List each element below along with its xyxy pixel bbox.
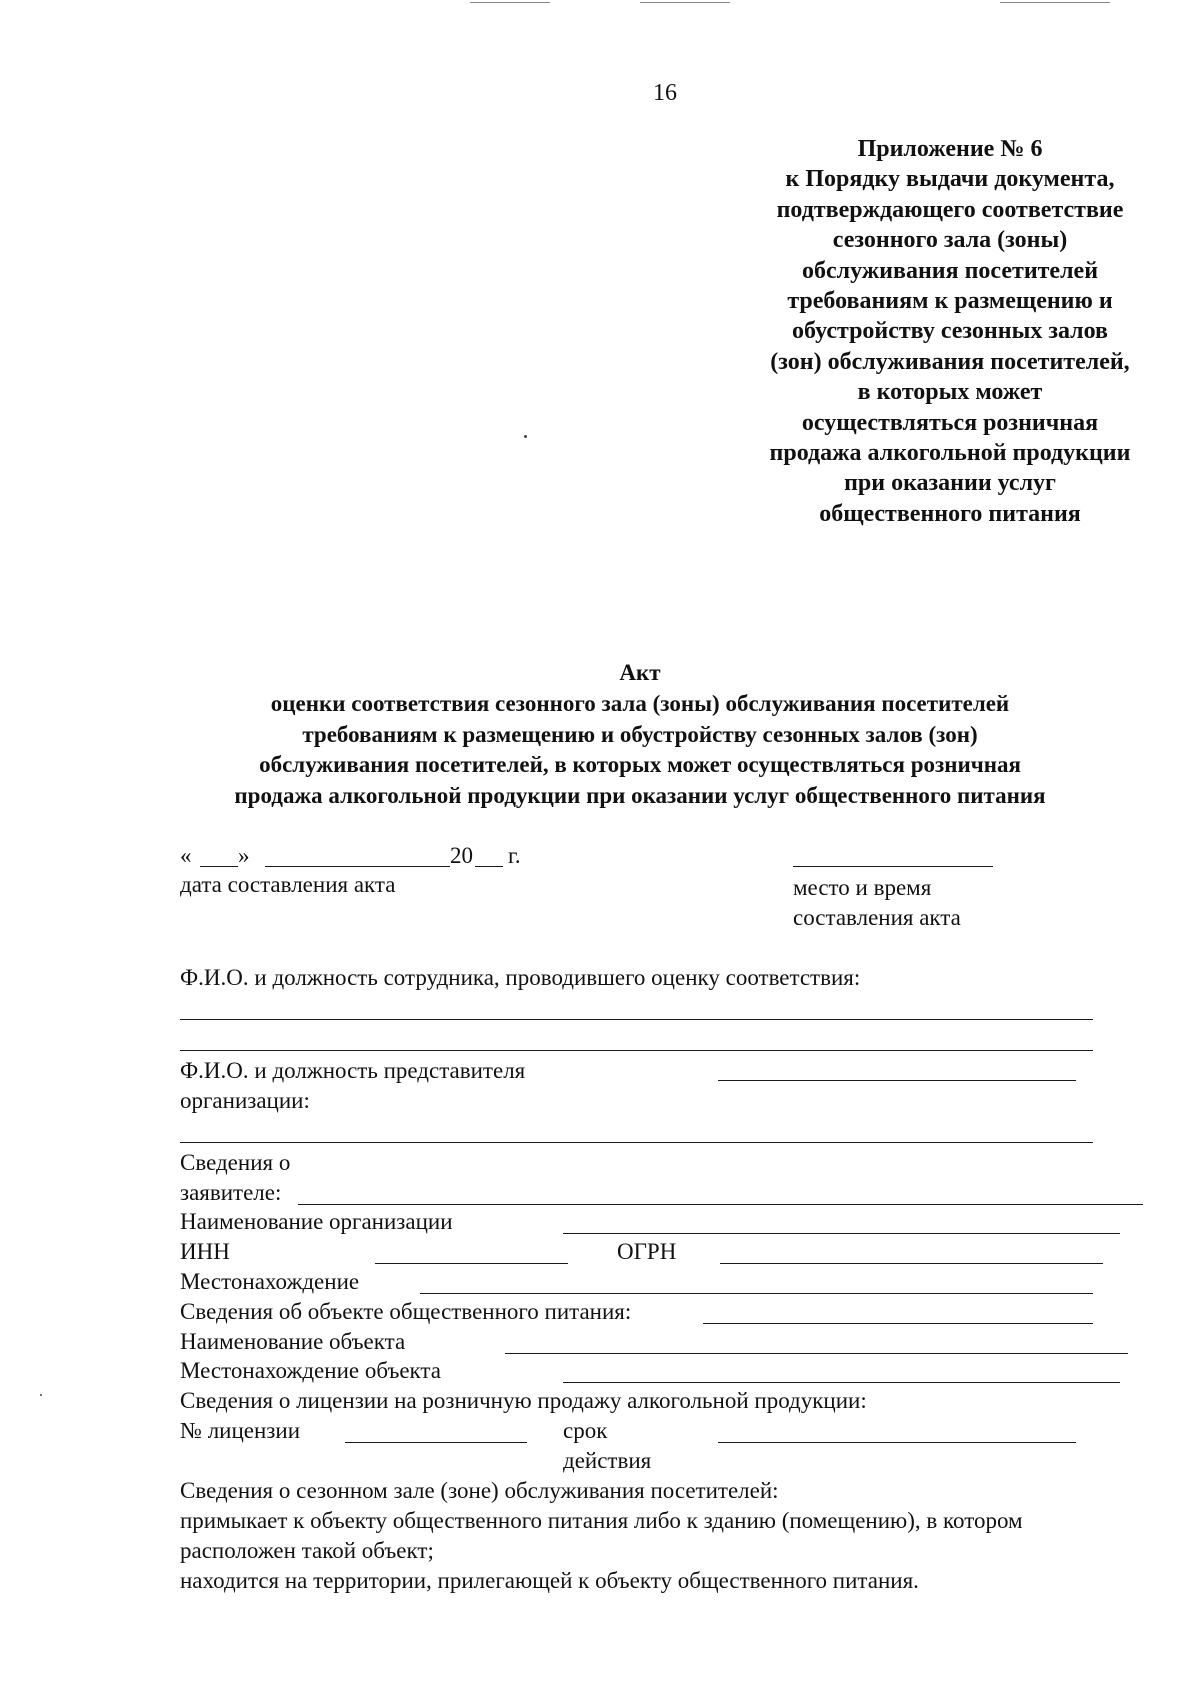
act-subtitle-line: требованиям к размещению и обустройству сезонных залов (зон) [302, 721, 978, 747]
appendix-line: к Порядку выдачи документа, [785, 166, 1115, 193]
term-label-1: срок [563, 1418, 608, 1443]
appendix-line: подтверждающего соответствие [776, 196, 1124, 223]
scan-speck [40, 1394, 42, 1396]
license-info-label: Сведения о лицензии на розничную продажу алкогольной продукции: [180, 1388, 867, 1413]
appendix-line: общественного питания [819, 500, 1081, 527]
inspector-field-2[interactable] [180, 1050, 1093, 1051]
term-field[interactable] [718, 1442, 1076, 1443]
term-label-2: действия [563, 1448, 652, 1473]
appendix-line: требованиям к размещению и [787, 288, 1113, 315]
year-suffix: г. [508, 843, 521, 868]
license-no-label: № лицензии [180, 1418, 301, 1443]
date-close-quote: » [238, 843, 250, 868]
representative-label-2: организации: [180, 1088, 310, 1113]
territory-line: находится на территории, прилегающей к объекту общественного питания. [180, 1568, 919, 1593]
act-subtitle-line: продажа алкогольной продукции при оказании услуг общественного питания [234, 782, 1046, 808]
scan-artifact [1000, 2, 1110, 3]
appendix-line: (зон) обслуживания посетителей, [770, 348, 1130, 375]
license-no-field[interactable] [345, 1442, 527, 1443]
scan-speck [524, 435, 527, 438]
appendix-line: продажа алкогольной продукции [769, 440, 1131, 467]
appendix-line: Приложение № 6 [857, 136, 1043, 162]
representative-label-1: Ф.И.О. и должность представителя [180, 1058, 526, 1083]
object-name-field[interactable] [505, 1353, 1128, 1354]
catering-info-label: Сведения об объекте общественного питания: [180, 1299, 632, 1324]
act-subtitle-line: обслуживания посетителей, в которых может осуществляться розничная [259, 752, 1021, 777]
org-name-field[interactable] [563, 1233, 1120, 1234]
representative-field-2[interactable] [180, 1142, 1093, 1143]
year-prefix: 20 [450, 843, 473, 868]
ogrn-label: ОГРН [617, 1239, 677, 1264]
representative-field[interactable] [718, 1080, 1076, 1081]
inspector-label: Ф.И.О. и должность сотрудника, проводившего оценку соответствия: [180, 965, 861, 990]
inn-label: ИНН [180, 1239, 230, 1264]
applicant-field[interactable] [298, 1204, 1143, 1205]
scan-artifact [470, 2, 550, 3]
appendix-header [700, 134, 1200, 529]
date-open-quote: « [180, 843, 192, 868]
appendix-line: обустройству сезонных залов [791, 318, 1109, 345]
applicant-label-2: заявителе: [180, 1180, 282, 1205]
appendix-line: осуществляться розничная [801, 409, 1099, 436]
applicant-label-1: Сведения о [180, 1150, 291, 1175]
appendix-line: в которых может [857, 379, 1043, 406]
place-caption-1: место и время [793, 875, 932, 900]
appendix-line: при оказании услуг [844, 470, 1056, 497]
place-caption-2: составления акта [793, 905, 961, 930]
ogrn-field[interactable] [720, 1263, 1103, 1264]
adjoins-line-2: расположен такой объект; [180, 1538, 434, 1563]
act-subtitle-line: оценки соответствия сезонного зала (зоны) обслуживания посетителей [270, 691, 1010, 716]
org-name-label: Наименование организации [180, 1209, 453, 1234]
adjoins-line-1: примыкает к объекту общественного питания либо к зданию (помещению), в котором [180, 1508, 1023, 1533]
day-field[interactable] [200, 866, 238, 867]
appendix-line: обслуживания посетителей [801, 257, 1099, 284]
location-field[interactable] [420, 1293, 1093, 1294]
place-time-field[interactable] [793, 866, 993, 867]
act-subtitle [170, 689, 1110, 811]
date-caption: дата составления акта [180, 872, 396, 897]
inspector-field-1[interactable] [180, 1019, 1093, 1020]
seasonal-info-label: Сведения о сезонном зале (зоне) обслуживания посетителей: [180, 1478, 779, 1503]
inn-field[interactable] [375, 1263, 568, 1264]
location-label: Местонахождение [180, 1269, 360, 1294]
object-location-label: Местонахождение объекта [180, 1358, 441, 1383]
page-number: 16 [653, 80, 677, 106]
scan-artifact [640, 2, 730, 3]
year-field[interactable] [475, 866, 503, 867]
appendix-line: сезонного зала (зоны) [832, 227, 1068, 254]
object-location-field[interactable] [563, 1382, 1120, 1383]
object-name-label: Наименование объекта [180, 1329, 406, 1354]
month-field[interactable] [265, 866, 450, 867]
catering-info-field[interactable] [703, 1323, 1093, 1324]
act-title: Акт [619, 660, 661, 685]
